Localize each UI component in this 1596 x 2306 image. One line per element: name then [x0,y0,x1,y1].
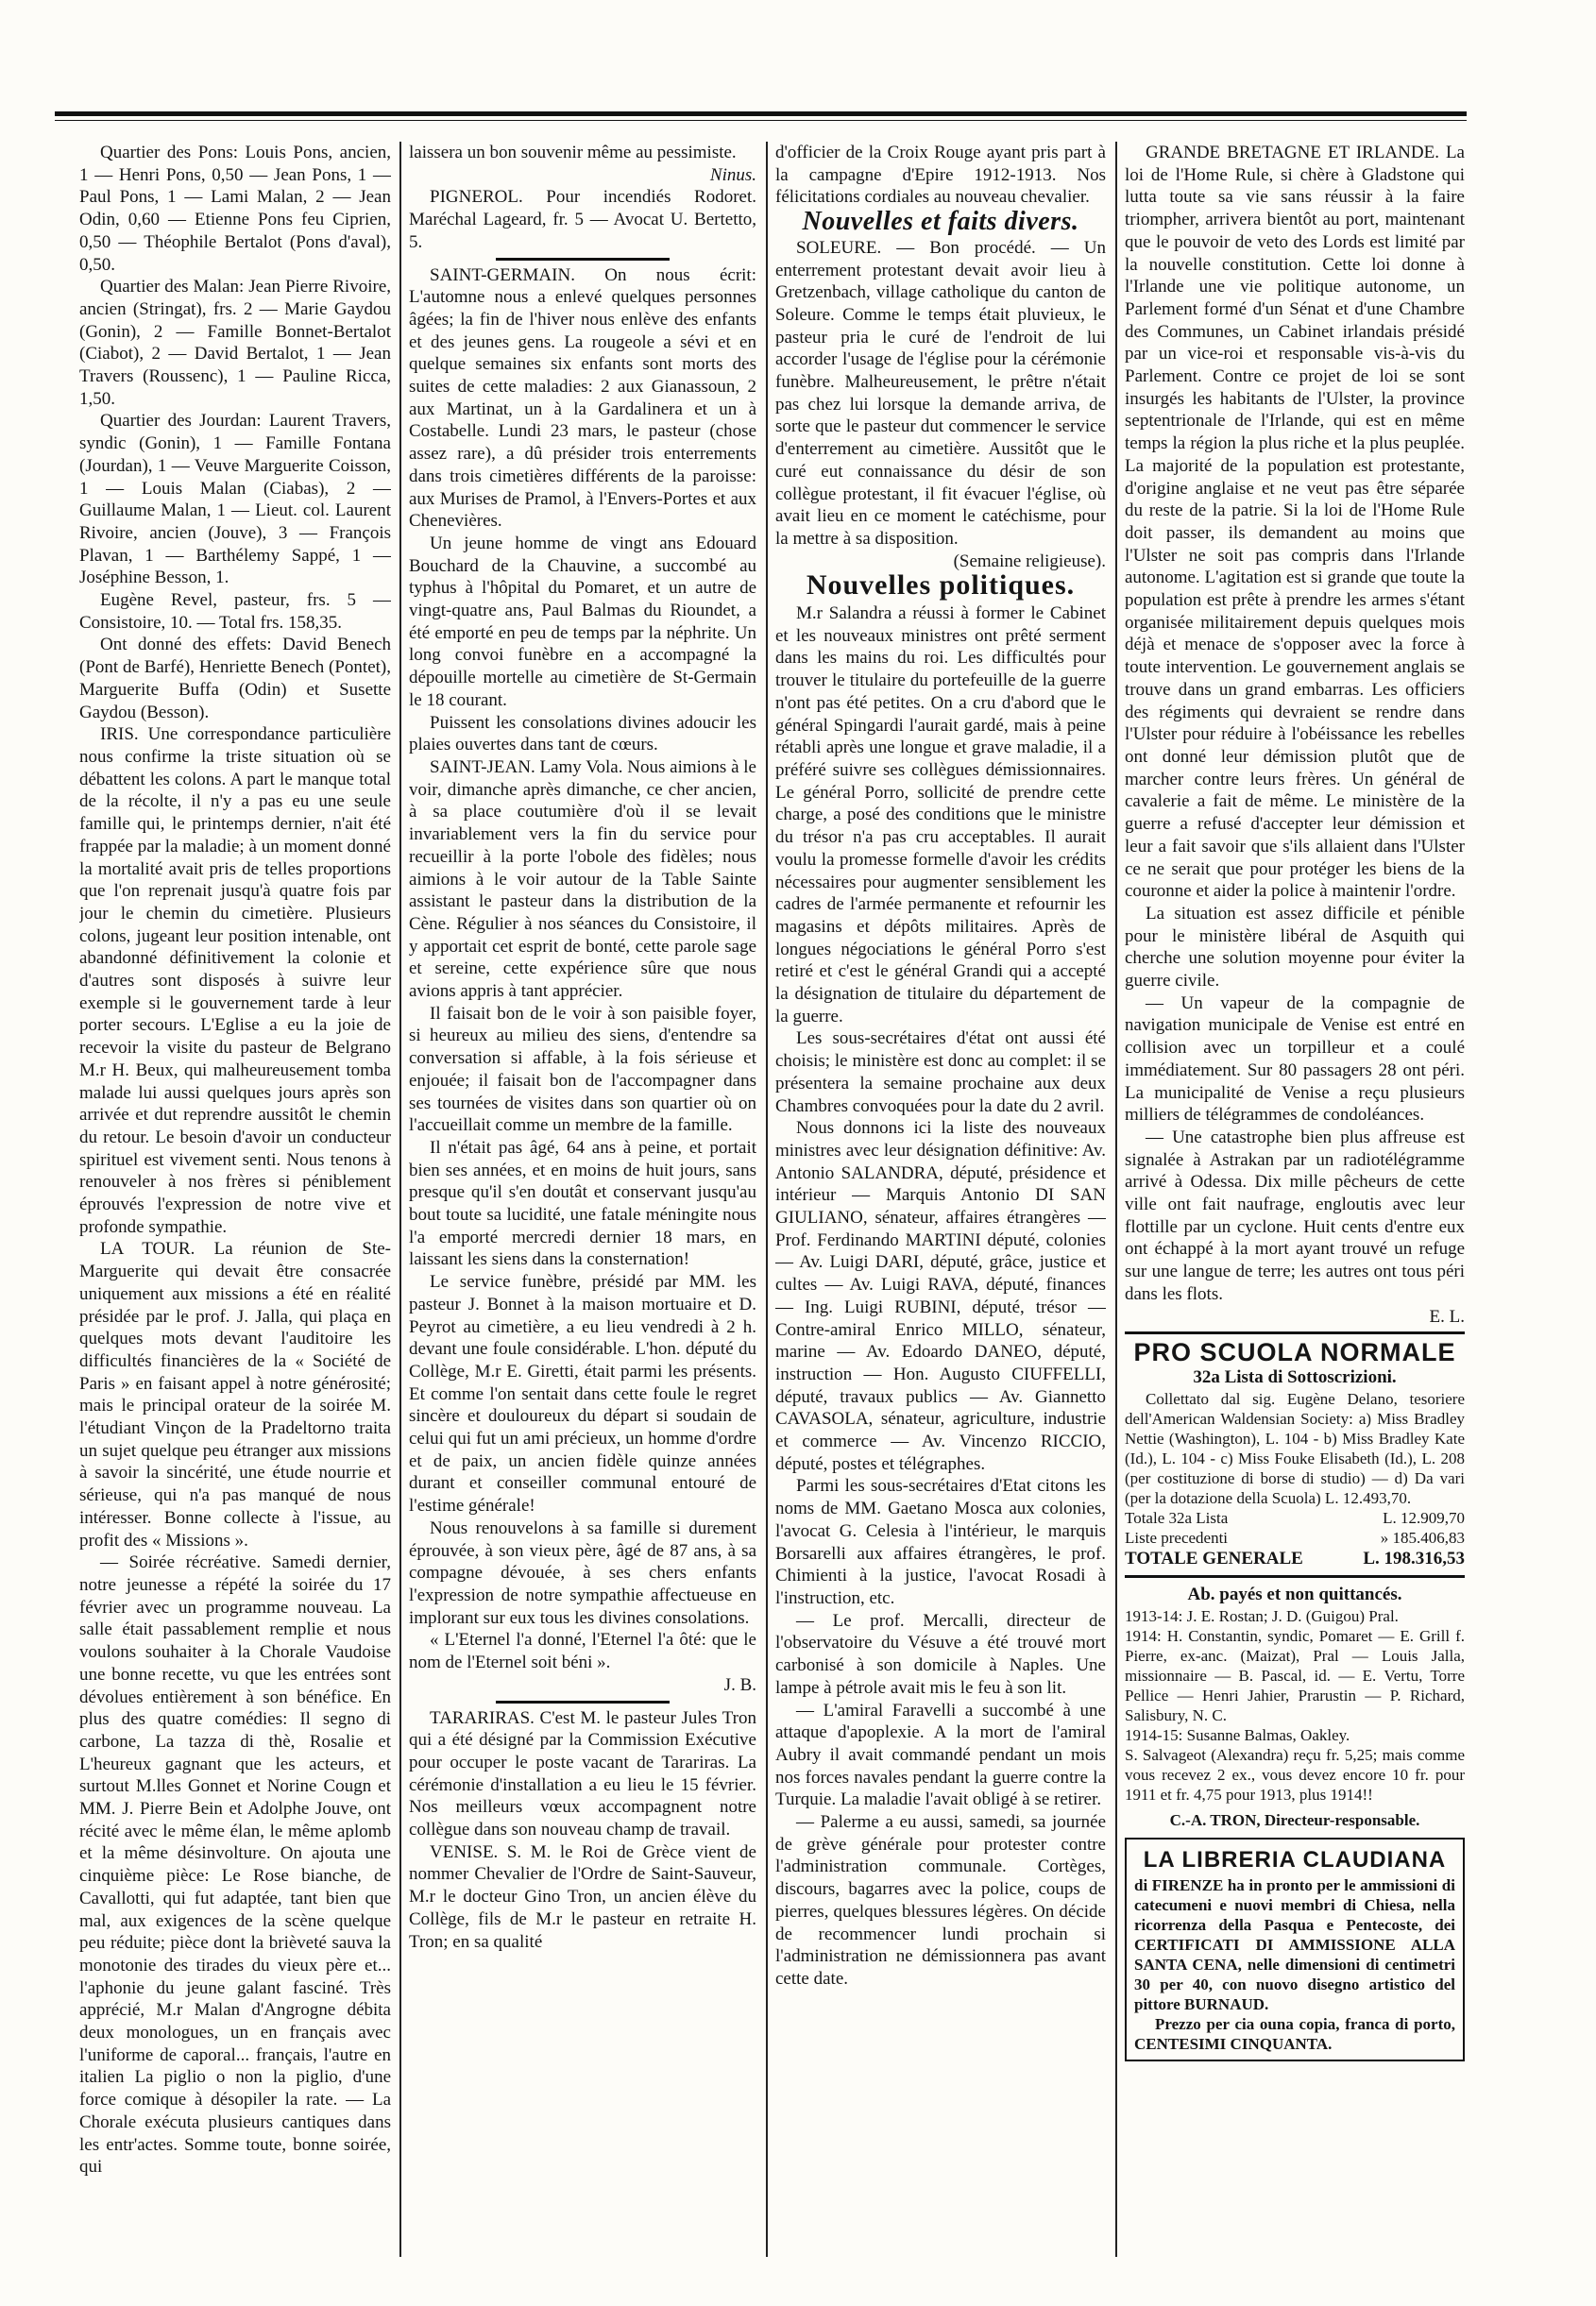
total-value: L. 198.316,53 [1363,1548,1465,1568]
pro-scuola-body: Collettato dal sig. Eugène Delano, tesoriere dell'American Waldensian Society: a) Miss Bradley Nettie (Washington), L. 104 - b) Miss Bradley Kate (Id.), L. 104 - c) Miss Fouke Elisabeth (Id.), L. 208 (per costituzione di borse di studio) — d) Da vari (per la dotazione della Scuola) L. 12.493,70. [1125,1389,1465,1507]
total-label: TOTALE GENERALE [1125,1548,1303,1568]
paragraph: Ont donné des effets: David Benech (Pont de Barfé), Henriette Benech (Pontet), Marguerite Buffa (Odin) et Susette Gaydou (Besson). [79,635,391,722]
libreria-title: LA LIBRERIA CLAUDIANA [1143,1847,1447,1874]
signature: Ninus. [709,164,756,185]
paragraph: SAINT-GERMAIN. On nous écrit: L'automne nous a enlevé quelques personnes âgées; la fin de l'hiver nous enlève des enfants et des jeunes gens. La rougeole a sévi et en quelque semaines six enfants sont morts des suites de cette maladies: 2 aux Gianassoun, 2 aux Martinat, un à la Gardalinera et un à Costabelle. Lundi 23 mars, le pasteur (chose assez rare), a dû présider trois enterrements dans trois cimetières différents de la paroisse: aux Murises de Pramol, à l'Envers-Portes et aux Chenevières. [409,264,756,532]
abonnes-line: 1914-15: Susanne Balmas, Oakley. [1125,1726,1350,1745]
abonnes-line: 1914: H. Constantin, syndic, Pomaret — E. Grill f. Pierre, ex-anc. (Maizat), Pral — Louis Jalla, missionnaire — B. Pascal, id. — E. Vertu, Torre Pellice — Henri Jahier, Prarustin — P. Richard, Salisbury, N. C. [1125,1627,1465,1725]
paragraph: Un jeune homme de vingt ans Edouard Bouchard de la Chauvine, a succombé au typhus à l'hôpital du Pomaret, et un autre de vingt-quatre ans, Paul Balmas du Rioundet, a été emporté en peu de temps par la néphrite. Un long convoi funèbre en a accompagné la dépouille mortelle au cimetière de St-Germain le 18 courant. [409,533,756,710]
paragraph: Les sous-secrétaires d'état ont aussi été choisis; le ministère est donc au complet: il se présentera la semaine prochaine aux deux Chambres convoquées pour la date du 2 avril. [775,1028,1106,1116]
paragraph: — L'amiral Faravelli a succombé à une attaque d'apoplexie. A la mort de l'amiral Aubry il avait commandé pendant un mois nos forces navales pendant la guerre contre la Turquie. La maladie l'avait obligé à se retirer. [775,1700,1106,1810]
total-row [1125,1508,1465,1528]
separator [496,1701,670,1704]
section-header-politiques: Nouvelles politiques. [806,569,1076,602]
abonnes-line: S. Salvageot (Alexandra) reçu fr. 5,25; mais comme vous recevez 2 ex., vous devez encore 10 fr. pour 1911 et fr. 4,75 pour 1913, plus 1914!! [1125,1746,1465,1805]
signature: J. B. [723,1674,756,1695]
paragraph: SOLEURE. — Bon procédé. — Un enterrement protestant devait avoir lieu à Gretzenbach, village catholique du canton de Soleure. Comme le temps était pluvieux, le pasteur pria le curé de l'endroit de lui accorder l'usage de l'église pour la cérémonie funèbre. Malheureusement, le prêtre n'était pas chez lui lorsque la demande arriva, de sorte que le pasteur dut commencer le service d'enterrement au cimetière. Aussitôt que le curé eut connaissance du désir de son collègue protestant, il fit évacuer l'église, où avait lieu en ce moment le catéchisme, pour la mettre à sa disposition. [775,237,1106,549]
section-header-faits-divers: Nouvelles et faits divers. [802,207,1079,237]
column-divider-3 [1115,142,1117,2257]
total-row [1125,1528,1465,1548]
abonnes-line: 1913-14: J. E. Rostan; J. D. (Guigou) Pral. [1125,1607,1399,1626]
total-label: Liste precedenti [1125,1528,1229,1547]
paragraph: Il n'était pas âgé, 64 ans à peine, et portait bien ses années, et en moins de huit jours, sans presque qu'il s'en doutât et conservant jusqu'au bout toute sa lucidité, une fatale méningite nous l'a emporté mercredi dernier 18 mars, en laissant les siens dans la consternation! [409,1137,756,1270]
top-rule-thin [55,120,1467,121]
column-3 [775,142,1106,2257]
paragraph: VENISE. S. M. le Roi de Grèce vient de nommer Chevalier de l'Ordre de Saint-Sauveur, M.r le docteur Gino Tron, un ancien élève du Collège, fils de M.r le pasteur en retraite H. Tron; en sa qualité [409,1841,756,1952]
paragraph: La situation est assez difficile et pénible pour le ministère libéral de Asquith qui cherche une solution moyenne pour éviter la guerre civile. [1125,903,1465,992]
signature: E. L. [1429,1306,1465,1327]
column-4 [1125,142,1465,2257]
paragraph: — Le prof. Mercalli, directeur de l'observatoire du Vésuve a été trouvé mort carbonisé à son domicile à Naples. Une lampe à pétrole avait mis le feu à son lit. [775,1610,1106,1698]
total-row [1125,1548,1465,1570]
paragraph: Le service funèbre, présidé par MM. les pasteur J. Bonnet à la maison mortuaire et D. Peyrot au cimetière, a eu lieu vendredi à 2 h. devant une foule considérable. L'hon. député du Collège, M.r E. Giretti, était parmi les présents. Et comme l'on sentait dans cette foule le regret sincère et douloureux du départ si soudain de celui qui fut un ami précieux, un homme d'ordre et de paix, un ancien fidèle quinze années durant et conseiller communal entouré de l'estime générale! [409,1272,756,1517]
paragraph: SAINT-JEAN. Lamy Vola. Nous aimions à le voir, dimanche après dimanche, ce cher ancien, à sa place coutumière d'où il se levait invariablement vers la fin du service pour recueillir à la porte l'obole des fidèles; nous aimions à le voir autour de la Table Sainte assistant le pasteur dans la distribution de la Cène. Régulier à nos séances du Consistoire, il y apportait cet esprit de bonté, cette parole sage et sereine, cette expérience sûre que nous avions appris à tant apprécier. [409,756,756,1002]
paragraph: Parmi les sous-secrétaires d'Etat citons les noms de MM. Gaetano Mosca aux colonies, l'avocat G. Celesia à l'intérieur, le marquis Borsarelli aux affaires étrangères, le prof. Chimienti à la justice, l'avocat Rosadi à l'instruction, etc. [775,1476,1106,1608]
libreria-price: Prezzo per cia ouna copia, franca di porto, CENTESIMI CINQUANTA. [1134,2014,1455,2053]
director-line: C.-A. TRON, Directeur-responsable. [1169,1811,1420,1830]
paragraph: — Une catastrophe bien plus affreuse est signalée à Astrakan par un radiotélégramme arrivé à Odessa. Dix mille pêcheurs de cette ville ont fait naufrage, engloutis avec leur flottille par un cyclone. Huit cents d'entre eux ont échappé à la mort ayant trouvé un refuge sur une langue de terre; les autres ont tous péri dans les flots. [1125,1127,1465,1304]
paragraph: « L'Eternel l'a donné, l'Eternel l'a ôté: que le nom de l'Eternel soit béni ». [409,1630,756,1673]
paragraph: — Palerme a eu aussi, samedi, sa journée de grève générale pour protester contre l'administration communale. Cortèges, discours, bagarres avec la police, coups de pierres, quelques blessures légères. On décide de recommencer lundi prochain si l'administration ne démissionnera pas avant cette date. [775,1812,1106,1989]
paragraph: TARARIRAS. C'est M. le pasteur Jules Tron qui a été désigné par la Commission Exécutive pour occuper le poste vacant de Tarariras. La cérémonie d'installation a eu lieu le 15 février. Nos meilleurs vœux accompagnent notre collègue dans son nouveau champ de travail. [409,1707,756,1840]
paragraph: — Un vapeur de la compagnie de navigation municipale de Venise est entré en collision avec un torpilleur et a coulé immédiatement. Sur 80 passagers 28 ont péri. La municipalité de Venise a reçu plusieurs milliers de télégrammes de condoléances. [1125,992,1465,1126]
source: (Semaine religieuse). [953,551,1106,571]
libreria-body: di FIRENZE ha in pronto per le ammissioni di catecumeni e nuovi membri di Chiesa, nella ricorrenza della Pasqua e Pentecoste, dei CERTIFICATI DI AMMISSIONE ALLA SANTA CENA, nelle dimensioni di centimetri 30 per 40, con nuovo disegno artistico del pittore BURNAUD. [1134,1875,1455,2013]
paragraph: laissera un bon souvenir même au pessimiste. [409,143,737,162]
total-value: L. 12.909,70 [1383,1508,1465,1527]
total-label: Totale 32a Lista [1125,1508,1229,1527]
paragraph: IRIS. Une correspondance particulière nous confirme la triste situation où se débattent les colons. A part le manque total de la récolte, il n'y a pas eu une seule famille qui, le printemps dernier, n'ait été frappée par la maladie; à un moment donné la mortalité avait pris de telles proportions que l'on reprenait jusqu'à quatre fois par jour le chemin du cimetière. Plusieurs colons, jugeant leur position intenable, ont abandonné définitivement la colonie et d'autres sont disposés à suivre leur exemple si le gouvernement tarde à leur porter secours. L'Eglise a eu la joie de recevoir la visite du pasteur de Belgrano M.r H. Beux, qui malheureusement tomba malade lui aussi quelques jours après son arrivée et dut reprendre aussitôt le chemin du retour. Le besoin d'avoir un conducteur spirituel est vivement senti. Nous tenons à renouveler à nos frères si péniblement éprouvés l'expression de notre vive et profonde sympathie. [79,724,391,1237]
paragraph: Quartier des Jourdan: Laurent Travers, syndic (Gonin), 1 — Famille Fontana (Jourdan), 1 — Veuve Marguerite Coisson, 1 — Louis Malan (Ciabas), 2 — Guillaume Malan, 1 — Lieut. col. Laurent Rivoire, ancien (Jouve), 3 — François Plavan, 1 — Barthélemy Sappé, 1 — Joséphine Besson, 1. [79,411,391,588]
paragraph: d'officier de la Croix Rouge ayant pris part à la campagne d'Epire 1912-1913. Nos félicitations cordiales au nouveau chevalier. [775,143,1106,208]
paragraph: Puissent les consolations divines adoucir les plaies ouvertes dans tant de cœurs. [409,712,756,755]
column-1 [79,142,391,2257]
paragraph: M.r Salandra a réussi à former le Cabinet et les nouveaux ministres ont prêté serment dans les mains du roi. Les difficultés pour trouver le titulaire du portefeuille de la guerre n'ont pas été petites. On a cru d'abord que le général Spingardi l'aurait gardé, mais à peine rétabli après une longue et grave maladie, il a préféré suivre ses collègues démissionnaires. Le général Porro, sollicité de prendre cette charge, a posé des conditions que le ministre du trésor n'a pas cru acceptables. Il aurait voulu la promesse formelle d'avoir les crédits nécessaires pour augmenter sensiblement les cadres de l'armée permanente et refournir les magasins et dépôts militaires. Après de longues négociations le général Porro s'est retiré et c'est le général Grandi qui a accepté la désignation de titulaire du département de la guerre. [775,603,1106,1026]
separator [1125,1331,1465,1334]
abonnes-title: Ab. payés et non quittancés. [1187,1585,1402,1605]
paragraph: Eugène Revel, pasteur, frs. 5 — Consistoire, 10. — Total frs. 158,35. [79,590,391,633]
libreria-box [1125,1838,1465,2061]
paragraph: Nous renouvelons à sa famille si durement éprouvée, à son vieux père, âgé de 87 ans, à sa compagne dévouée, à ses chers enfants l'expression de notre sympathie affectueuse en implorant sur eux tous les divines consolations. [409,1518,756,1628]
paragraph: Il faisait bon de le voir à son paisible foyer, si heureux au milieu des siens, d'entendre sa conversation si affable, à la fois sérieuse et enjouée; il faisait bon de l'accompagner dans ses tournées de visites dans son quartier où on l'accueillait comme un membre de la famille. [409,1003,756,1136]
paragraph: Quartier des Pons: Louis Pons, ancien, 1 — Henri Pons, 0,50 — Jean Pons, 1 — Paul Pons, 1 — Lami Malan, 2 — Jean Odin, 0,60 — Etienne Pons feu Ciprien, 0,50 — Théophile Bertalot (Pons d'aval), 0,50. [79,143,391,275]
paragraph: Quartier des Malan: Jean Pierre Rivoire, ancien (Stringat), frs. 2 — Marie Gaydou (Gonin), 2 — Famille Bonnet-Bertalot (Ciabot), 2 — David Bertalot, 1 — Jean Travers (Roussenc), 1 — Pauline Ricca, 1,50. [79,277,391,409]
separator [1125,1575,1465,1578]
separator [496,258,670,261]
pro-scuola-subtitle: 32a Lista di Sottoscrizioni. [1193,1366,1397,1387]
paragraph: GRANDE BRETAGNE ET IRLANDE. La loi de l'Home Rule, si chère à Gladstone qui lutta toute sa vie sans réussir à la faire triompher, arrivera bientôt au port, maintenant que le pouvoir de veto des Lords est limité par la nouvelle constitution. Cette loi donne à l'Irlande une vie politique autonome, un Parlement formé d'un Sénat et d'une Chambre des Communes, un Cabinet irlandais présidé par un vice-roi et responsable vis-à-vis du Parlement. Contre ce projet de loi se sont insurgés les habitants de l'Ulster, la province septentrionale de l'Irlande, qui est en même temps la région la plus riche et la plus peuplée. La majorité de la population est protestante, d'origine anglaise et ne veut pas être séparée du reste de la patrie. Si la loi de l'Home Rule doit passer, ils demandent au moins que l'Ulster ne soit pas compris dans l'Irlande autonome. L'agitation est si grande que toute la population est prête à prendre les armes s'étant organisée militairement depuis quelques mois déjà et menace de s'opposer avec la force à toute intervention. Le gouvernement anglais se trouve dans un grand embarras. Les officiers des régiments qui devraient se rendre dans l'Ulster pour réduire à l'obéissance les rebelles ont donné leur démission plutôt que de marcher contre leurs frères. Un général de cavalerie a fait de même. Le ministère de la guerre a refusé d'accepter leur démission et leur a fait savoir que s'ils allaient dans l'Ulster ce ne serait que pour protéger les biens de la couronne et aider la police à maintenir l'ordre. [1125,143,1465,902]
pro-scuola-title: PRO SCUOLA NORMALE [1133,1338,1456,1367]
paragraph: LA TOUR. La réunion de Ste-Marguerite qui devait être consacrée uniquement aux missions a été en réalité présidée par le prof. J. Jalla, qui plaça en quelques mots devant l'auditoire les difficultés financières de la « Société de Paris » en faisant appel à notre générosité; mais le principal orateur de la soirée M. l'étudiant Vinçon de la Pradeltorno traita un sujet quelque peu étranger aux missions à savoir la sincérité, une étude nourrie et sérieuse, qui n'a pas manqué de nous intéresser. Bonne collecte à l'issue, au profit des « Missions ». [79,1239,391,1551]
paragraph: Nous donnons ici la liste des nouveaux ministres avec leur désignation définitive: Av. Antonio SALANDRA, député, présidence et intérieur — Marquis Antonio DI SAN GIULIANO, sénateur, affaires étrangères — Prof. Ferdinando MARTINI député, colonies — Av. Luigi DARI, député, grâce, justice et cultes — Av. Luigi RAVA, député, finances — Ing. Luigi RUBINI, député, trésor — Contre-amiral Enrico MILLO, sénateur, marine — Av. Edoardo DANEO, député, instruction — Hon. Augusto CIUFFELLI, député, travaux publics — Av. Giannetto CAVASOLA, sénateur, agriculture, industrie et commerce — Av. Vincenzo RICCIO, député, postes et télégraphes. [775,1118,1106,1474]
paragraph: PIGNEROL. Pour incendiés Rodoret. Maréchal Lageard, fr. 5 — Avocat U. Bertetto, 5. [409,187,756,252]
paragraph: — Soirée récréative. Samedi dernier, notre jeunesse a répété la soirée du 17 février avec un programme nouveau. La salle était passablement remplie et nous voulons souhaiter à la Chorale Vaudoise une bonne recette, vu que les entrées sont dévolues entièrement à son bénéfice. En plus des quatre comédies: Il segno di carbone, La tazza di thè, Rosalie et L'heureux gagnant que les acteurs, et surtout M.lles Gonnet et Norine Cougn et MM. J. Pierre Bein et Adolphe Jouve, ont récité avec le même élan, le même aplomb et la même désinvolture. On ajouta une cinquième pièce: Le Rose bianche, de Cavallotti, qui fut adaptée, tant bien que mal, aux exigences de la scène quelque peu réduite; pièce dont la brièveté sauva la monotonie des tirades du vieux père et... l'aphonie du jeune galant fasciné. Très apprécié, M.r Malan d'Angrogne débita deux monologues, un en français avec l'uniforme de caporal... français, l'autre en italien La piglio o non la piglio, d'une force comique à désopiler la rate. — La Chorale exécuta plusieurs cantiques dans les entr'actes. Somme toute, bonne soirée, qui [79,1552,391,2178]
column-divider-2 [766,142,768,2257]
top-rule-thick [55,111,1467,116]
column-divider-1 [399,142,401,2257]
total-value: » 185.406,83 [1380,1528,1465,1547]
column-2 [409,142,756,2257]
